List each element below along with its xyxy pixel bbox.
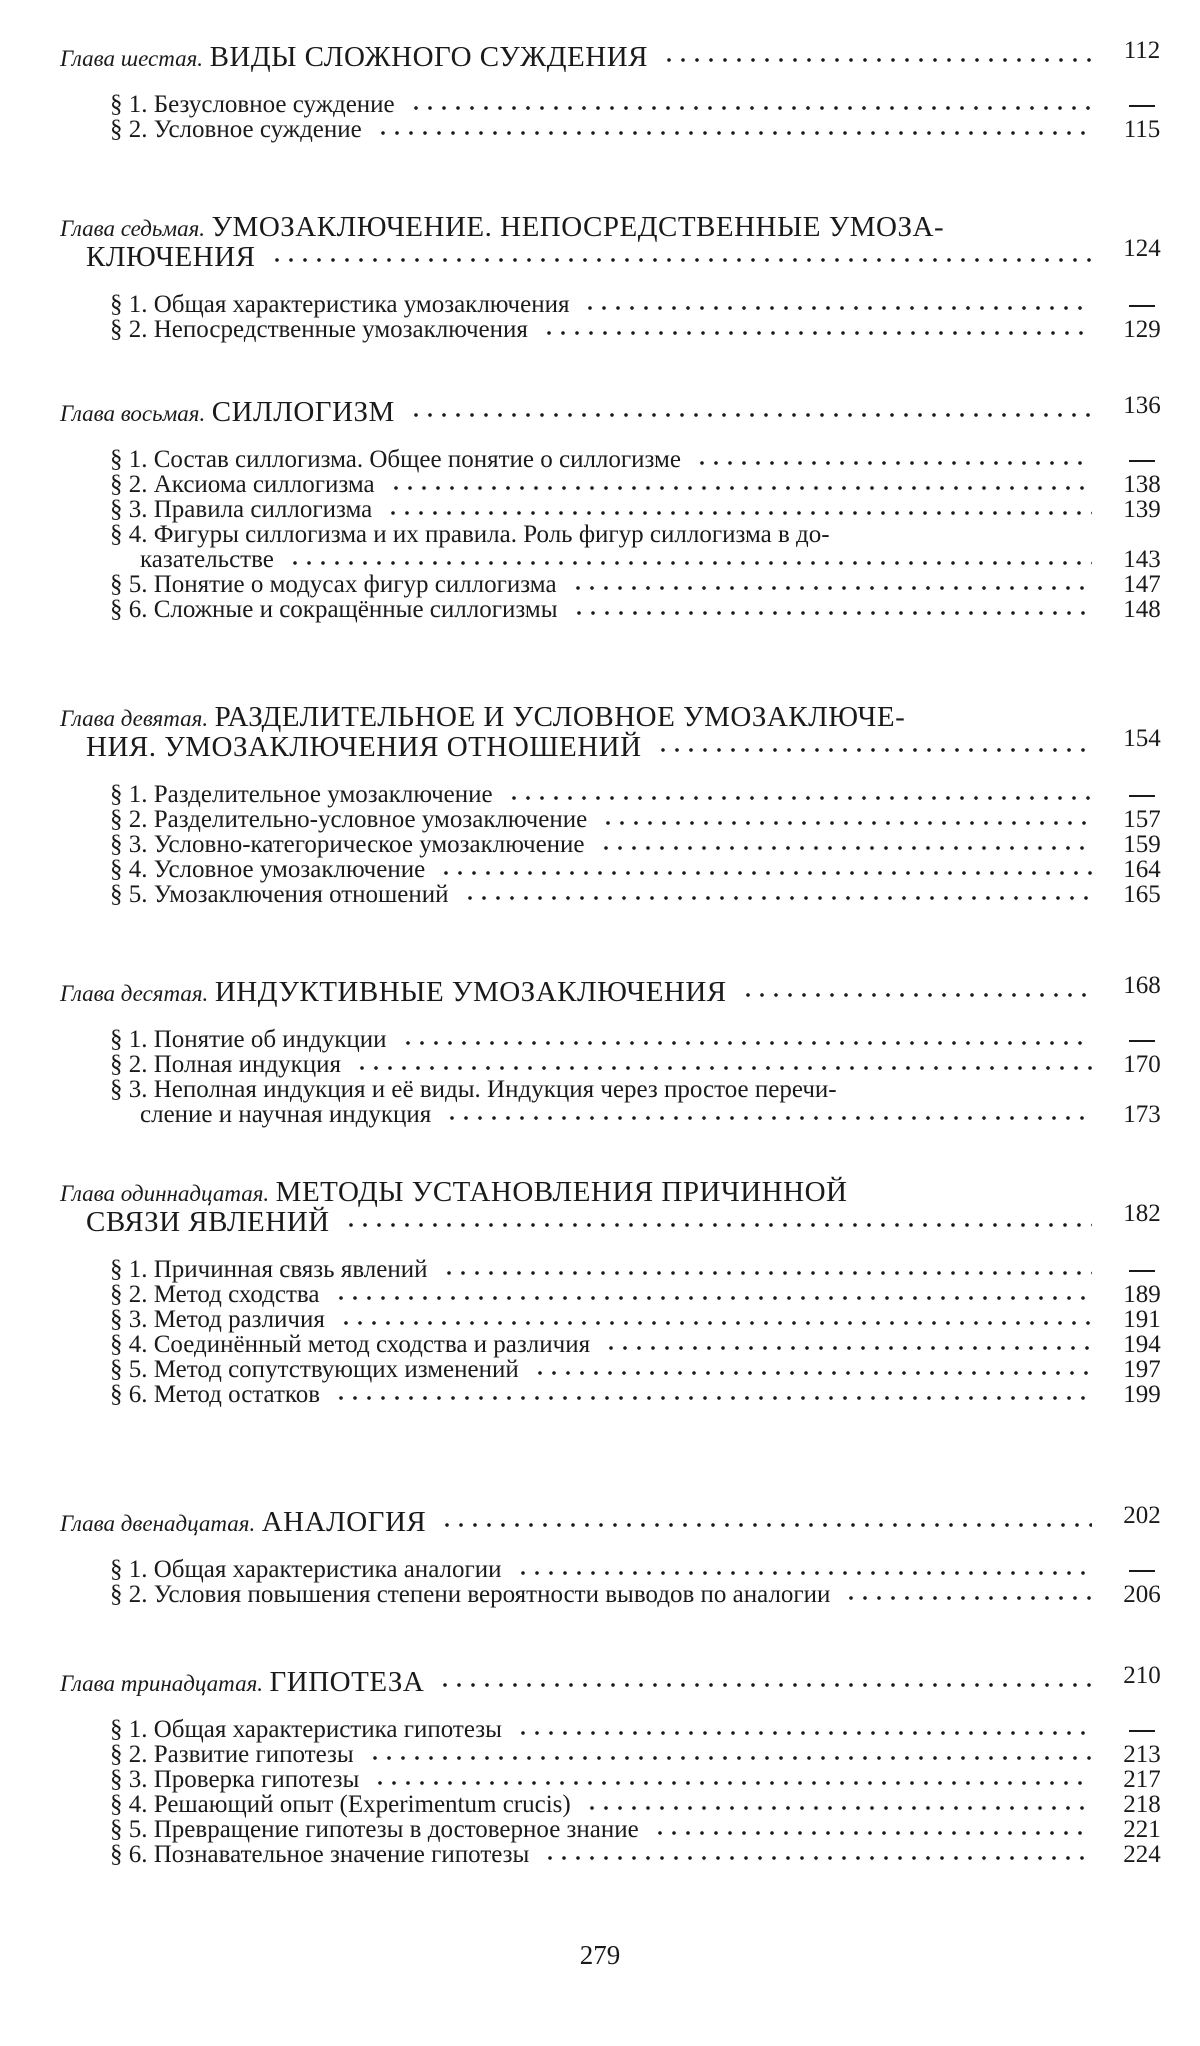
ditto-dash xyxy=(1129,1730,1155,1732)
leader-dots xyxy=(653,1830,1092,1836)
page-ref: 221 xyxy=(1123,1816,1161,1843)
section-title: Полная индукция xyxy=(153,1051,342,1078)
ditto-dash xyxy=(1129,1570,1155,1572)
ditto-dash xyxy=(1129,795,1155,797)
leader-dots xyxy=(572,610,1092,616)
page-ref: 202 xyxy=(1123,1502,1161,1529)
chapter-line xyxy=(60,1505,426,1541)
section-title: Развитие гипотезы xyxy=(153,1741,354,1768)
page-ref: 218 xyxy=(1123,1791,1161,1818)
page-ref: 157 xyxy=(1123,806,1161,833)
chapter-heading xyxy=(0,700,1200,734)
chapter-heading xyxy=(0,1175,1200,1209)
leader-dots xyxy=(440,1522,1092,1528)
chapter-heading xyxy=(0,392,1200,429)
page-ref: 136 xyxy=(1123,392,1161,419)
chapter-title: УМОЗАКЛЮЧЕНИЕ. НЕПОСРЕДСТВЕННЫЕ УМОЗА- xyxy=(211,211,945,243)
section-entry-cont xyxy=(0,1098,1200,1132)
chapter-label: Глава шестая. xyxy=(60,46,204,71)
page-ref: 115 xyxy=(1123,116,1161,143)
section-title: Превращение гипотезы в достоверное знание xyxy=(153,1816,639,1843)
leader-dots xyxy=(741,992,1092,998)
leader-dots xyxy=(585,1805,1092,1811)
section-title: Условно-категорическое умозаключение xyxy=(153,831,585,858)
section-line xyxy=(110,878,449,912)
leader-dots xyxy=(386,510,1092,516)
leader-dots xyxy=(656,747,1092,753)
section-number: § 3. xyxy=(110,1766,148,1793)
section-title: Общая характеристика аналогии xyxy=(153,1556,502,1583)
section-title: Непосредственные умозаключения xyxy=(153,316,528,343)
leader-dots xyxy=(334,1295,1092,1301)
section-entry xyxy=(0,1838,1200,1872)
section-number: § 2. xyxy=(110,1281,148,1308)
section-number: § 6. xyxy=(110,1841,148,1868)
section-entry xyxy=(0,593,1200,627)
chapter-title: МЕТОДЫ УСТАНОВЛЕНИЯ ПРИЧИННОЙ xyxy=(275,1176,848,1208)
page-ref: 213 xyxy=(1123,1741,1161,1768)
section-line xyxy=(110,1838,529,1872)
section-number: § 2. xyxy=(110,116,148,143)
section-number: § 1. xyxy=(110,781,148,808)
chapter-heading-cont xyxy=(0,725,1200,764)
chapter-title: АНАЛОГИЯ xyxy=(261,1506,427,1538)
section-number: § 2. xyxy=(110,1051,148,1078)
chapter-label: Глава десятая. xyxy=(60,981,209,1006)
section-title: Условное умозаключение xyxy=(153,856,426,883)
section-entry xyxy=(0,1578,1200,1612)
section-title: Понятие об индукции xyxy=(153,1026,387,1053)
chapter-title: ИНДУКТИВНЫЕ УМОЗАКЛЮЧЕНИЯ xyxy=(214,976,727,1008)
section-entry xyxy=(0,1378,1200,1412)
section-number: § 1. xyxy=(110,1556,148,1583)
ditto-dash xyxy=(1129,105,1155,107)
leader-dots xyxy=(445,1115,1092,1121)
ditto-dash xyxy=(1129,305,1155,307)
section-title: Умозаключения отношений xyxy=(153,881,449,908)
section-title: Аксиома силлогизма xyxy=(153,471,375,498)
chapter-heading xyxy=(0,37,1200,74)
chapter-heading xyxy=(0,1502,1200,1539)
section-number: § 4. xyxy=(110,1791,148,1818)
leader-dots xyxy=(355,1065,1092,1071)
chapter-label: Глава одиннадцатая. xyxy=(60,1181,270,1206)
leader-dots xyxy=(442,1270,1092,1276)
section-title: Метод остатков xyxy=(153,1381,321,1408)
section-number: § 5. xyxy=(110,571,148,598)
chapter-line xyxy=(60,395,395,431)
leader-dots xyxy=(844,1595,1092,1601)
section-title: Безусловное суждение xyxy=(153,91,395,118)
ditto-dash xyxy=(1129,1270,1155,1272)
section-number: § 6. xyxy=(110,596,148,623)
section-title: Решающий опыт (Experimentum crucis) xyxy=(153,1791,571,1818)
leader-dots xyxy=(439,870,1092,876)
section-title: Метод сопутствующих изменений xyxy=(153,1356,519,1383)
section-title: Условия повышения степени вероятности выводов по аналогии xyxy=(153,1581,831,1608)
section-title: Понятие о модусах фигур силлогизма xyxy=(153,571,557,598)
section-title: Сложные и сокращённые силлогизмы xyxy=(153,596,558,623)
page-ref: 164 xyxy=(1123,856,1161,883)
page-ref: 129 xyxy=(1123,316,1161,343)
section-line xyxy=(110,593,558,627)
ditto-dash xyxy=(1129,460,1155,462)
chapter-heading xyxy=(0,1662,1200,1699)
section-number: § 4. xyxy=(110,521,148,548)
chapter-heading xyxy=(0,972,1200,1009)
page-ref: 143 xyxy=(1123,546,1161,573)
section-title: Познавательное значение гипотезы xyxy=(153,1841,530,1868)
page-ref: 173 xyxy=(1123,1101,1161,1128)
chapter-title: ВИДЫ СЛОЖНОГО СУЖДЕНИЯ xyxy=(209,41,648,73)
chapter-title: СИЛЛОГИЗМ xyxy=(211,396,395,428)
section-entry xyxy=(0,878,1200,912)
section-number: § 3. xyxy=(110,1306,148,1333)
chapter-label: Глава седьмая. xyxy=(60,216,206,241)
section-number: § 1. xyxy=(110,1026,148,1053)
chapter-line xyxy=(60,1665,424,1701)
leader-dots xyxy=(533,1370,1092,1376)
leader-dots xyxy=(389,485,1092,491)
chapter-title: РАЗДЕЛИТЕЛЬНОЕ И УСЛОВНОЕ УМОЗАКЛЮЧЕ- xyxy=(214,701,906,733)
section-line xyxy=(110,1578,830,1612)
page-ref: 199 xyxy=(1123,1381,1161,1408)
page-ref: 165 xyxy=(1123,881,1161,908)
leader-dots xyxy=(507,795,1092,801)
section-number: § 2. xyxy=(110,806,148,833)
leader-dots xyxy=(368,1755,1092,1761)
leader-dots xyxy=(409,412,1092,418)
section-number: § 1. xyxy=(110,91,148,118)
section-number: § 5. xyxy=(110,1356,148,1383)
leader-dots xyxy=(543,1855,1092,1861)
section-title: Правила силлогизма xyxy=(153,496,373,523)
section-title: Проверка гипотезы xyxy=(153,1766,360,1793)
page-ref: 159 xyxy=(1123,831,1161,858)
section-number: § 2. xyxy=(110,316,148,343)
leader-dots xyxy=(376,130,1092,136)
section-title-cont: казательстве xyxy=(140,546,274,573)
page-ref: 189 xyxy=(1123,1281,1161,1308)
section-title: Разделительное умозаключение xyxy=(153,781,493,808)
chapter-title: ГИПОТЕЗА xyxy=(269,1666,425,1698)
leader-dots xyxy=(516,1730,1092,1736)
leader-dots xyxy=(438,1682,1092,1688)
leader-dots xyxy=(339,1320,1092,1326)
chapter-label: Глава восьмая. xyxy=(60,401,206,426)
page-ref: 217 xyxy=(1123,1766,1161,1793)
page-ref: 148 xyxy=(1123,596,1161,623)
leader-dots xyxy=(373,1780,1092,1786)
page-ref: 191 xyxy=(1123,1306,1161,1333)
chapter-title-cont: НИЯ. УМОЗАКЛЮЧЕНИЯ ОТНОШЕНИЙ xyxy=(86,731,642,763)
section-line xyxy=(110,113,362,147)
section-number: § 6. xyxy=(110,1381,148,1408)
page-ref: 210 xyxy=(1123,1662,1161,1689)
leader-dots xyxy=(604,1345,1092,1351)
section-line xyxy=(110,1378,320,1412)
section-title: Общая характеристика умозаключения xyxy=(153,291,570,318)
leader-dots xyxy=(695,460,1092,466)
chapter-title-cont: СВЯЗИ ЯВЛЕНИЙ xyxy=(86,1206,330,1238)
page-number: 279 xyxy=(579,1940,621,1970)
leader-dots xyxy=(270,257,1092,263)
page-ref: 139 xyxy=(1123,496,1161,523)
ditto-dash xyxy=(1129,1040,1155,1042)
page-ref: 182 xyxy=(1123,1200,1161,1227)
chapter-heading-cont xyxy=(0,1200,1200,1239)
section-title: Неполная индукция и её виды. Индукция через простое перечи- xyxy=(153,1076,837,1103)
section-title: Общая характеристика гипотезы xyxy=(153,1716,502,1743)
section-title: Причинная связь явлений xyxy=(153,1256,428,1283)
leader-dots xyxy=(583,305,1092,311)
chapter-label: Глава двенадцатая. xyxy=(60,1511,256,1536)
section-title-cont: сление и научная индукция xyxy=(140,1101,432,1128)
chapter-line xyxy=(60,40,648,76)
section-title: Состав силлогизма. Общее понятие о силлогизме xyxy=(153,446,681,473)
chapter-label: Глава девятая. xyxy=(60,706,209,731)
section-entry xyxy=(0,113,1200,147)
page-ref: 147 xyxy=(1123,571,1161,598)
section-number: § 3. xyxy=(110,1076,148,1103)
section-number: § 5. xyxy=(110,881,148,908)
section-number: § 2. xyxy=(110,1581,148,1608)
chapter-heading-cont xyxy=(0,235,1200,274)
page-ref: 224 xyxy=(1123,1841,1161,1868)
page-ref: 138 xyxy=(1123,471,1161,498)
page-ref: 197 xyxy=(1123,1356,1161,1383)
leader-dots xyxy=(288,560,1092,566)
section-line xyxy=(110,313,528,347)
leader-dots xyxy=(599,845,1092,851)
leader-dots xyxy=(571,585,1092,591)
section-number: § 1. xyxy=(110,1716,148,1743)
section-entry xyxy=(0,313,1200,347)
section-number: § 2. xyxy=(110,471,148,498)
section-title: Метод различия xyxy=(153,1306,325,1333)
section-number: § 4. xyxy=(110,1331,148,1358)
page-ref: 206 xyxy=(1123,1581,1161,1608)
section-number: § 3. xyxy=(110,831,148,858)
section-number: § 5. xyxy=(110,1816,148,1843)
leader-dots xyxy=(334,1395,1092,1401)
section-number: § 1. xyxy=(110,291,148,318)
chapter-line xyxy=(60,975,727,1011)
section-number: § 1. xyxy=(110,1256,148,1283)
section-number: § 2. xyxy=(110,1741,148,1768)
leader-dots xyxy=(516,1570,1092,1576)
section-title: Условное суждение xyxy=(153,116,362,143)
section-number: § 1. xyxy=(110,446,148,473)
leader-dots xyxy=(542,330,1092,336)
section-title: Соединённый метод сходства и различия xyxy=(153,1331,591,1358)
leader-dots xyxy=(344,1222,1092,1228)
page-ref: 124 xyxy=(1123,235,1161,262)
page-ref: 194 xyxy=(1123,1331,1161,1358)
section-title: Фигуры силлогизма и их правила. Роль фигур силлогизма в до- xyxy=(153,521,830,548)
leader-dots xyxy=(463,895,1092,901)
section-number: § 4. xyxy=(110,856,148,883)
page-ref: 170 xyxy=(1123,1051,1161,1078)
section-title: Метод сходства xyxy=(153,1281,320,1308)
chapter-label: Глава тринадцатая. xyxy=(60,1671,264,1696)
chapter-title-cont: КЛЮЧЕНИЯ xyxy=(86,241,256,273)
leader-dots xyxy=(601,820,1092,826)
page-ref: 168 xyxy=(1123,972,1161,999)
section-title: Разделительно-условное умозаключение xyxy=(153,806,588,833)
leader-dots xyxy=(662,57,1092,63)
page-ref: 112 xyxy=(1123,37,1161,64)
leader-dots xyxy=(401,1040,1092,1046)
chapter-heading xyxy=(0,210,1200,244)
section-number: § 3. xyxy=(110,496,148,523)
page-ref: 154 xyxy=(1123,725,1161,752)
leader-dots xyxy=(409,105,1092,111)
